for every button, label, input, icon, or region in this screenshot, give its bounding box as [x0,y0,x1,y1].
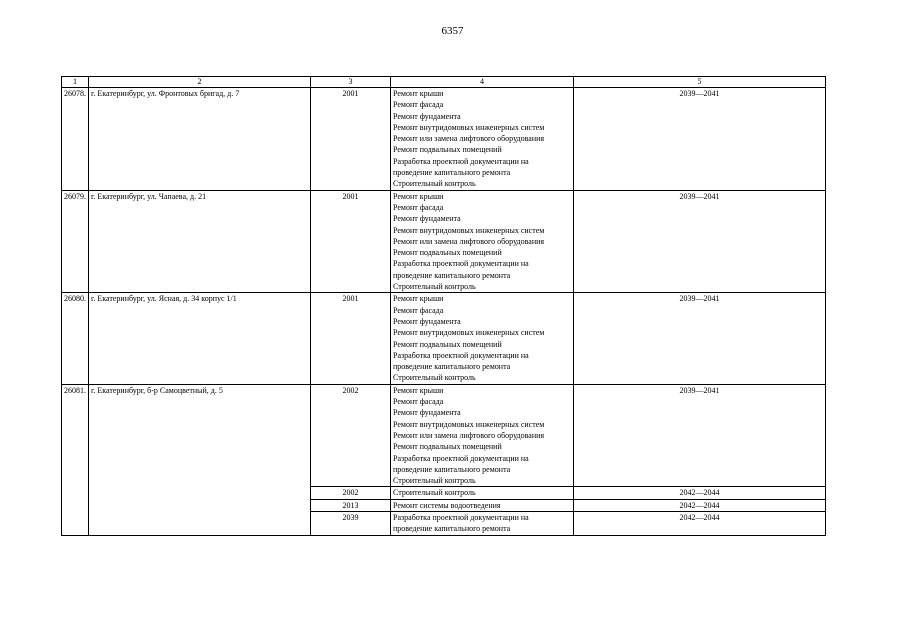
table-row [62,293,826,384]
work-item: Ремонт фасада [393,305,444,315]
work-item: Ремонт или замена лифтового оборудования [393,236,545,246]
row-year: 2001 [311,293,391,384]
work-item: Ремонт подвальных помещений [393,145,502,155]
work-item: Ремонт подвальных помещений [393,442,502,452]
work-item: Ремонт внутридомовых инженерных систем [393,122,545,132]
row-year: 2002 [311,384,391,487]
work-item: Строительный контроль [393,282,476,292]
work-item: Ремонт системы водоотведения [393,500,501,510]
row-works [391,384,574,487]
work-item: Ремонт фундамента [393,111,461,121]
work-item: Ремонт фундамента [393,408,461,418]
work-item: Ремонт внутридомовых инженерных систем [393,225,545,235]
row-period: 2042—2044 [574,499,826,511]
row-address: г. Екатеринбург, ул. Ясная, д. 34 корпус 1/1 [89,293,311,384]
work-item: Ремонт фасада [393,397,444,407]
work-item: Ремонт крыши [393,385,444,395]
work-item: Ремонт внутридомовых инженерных систем [393,419,545,429]
table-row [62,384,826,487]
row-period: 2042—2044 [574,487,826,499]
work-item: Строительный контроль [393,476,476,486]
row-period: 2039—2041 [574,293,826,384]
work-item: Строительный контроль [393,179,476,189]
work-item: проведение капитального ремонта [393,524,511,534]
row-year: 2039 [311,511,391,535]
table-row [62,88,826,191]
table-row [62,190,826,293]
work-item: проведение капитального ремонта [393,270,511,280]
header-cell-5: 5 [574,77,826,88]
header-row [62,77,826,88]
row-number: 26080. [62,293,89,384]
row-works [391,487,574,499]
row-number: 26081. [62,384,89,535]
work-item: проведение капитального ремонта [393,168,511,178]
row-period: 2039—2041 [574,384,826,487]
row-period: 2039—2041 [574,88,826,191]
work-item: Ремонт крыши [393,89,444,98]
row-period: 2039—2041 [574,190,826,293]
header-cell-4: 4 [391,77,574,88]
work-item: Ремонт подвальных помещений [393,339,502,349]
row-period: 2042—2044 [574,511,826,535]
work-item: Ремонт подвальных помещений [393,248,502,258]
work-item: проведение капитального ремонта [393,464,511,474]
row-works [391,511,574,535]
work-item: Ремонт крыши [393,294,444,304]
row-address: г. Екатеринбург, б-р Самоцветный, д. 5 [89,384,311,535]
header-cell-1: 1 [62,77,89,88]
page-number: 6357 [441,25,464,37]
work-item: проведение капитального ремонта [393,362,511,372]
work-item: Разработка проектной документации на [393,156,529,166]
header-cell-3: 3 [311,77,391,88]
row-works [391,88,574,191]
work-item: Строительный контроль [393,373,476,383]
work-item: Ремонт фасада [393,100,444,110]
work-item: Разработка проектной документации на [393,512,529,522]
row-works [391,190,574,293]
work-item: Разработка проектной документации на [393,453,529,463]
work-item: Разработка проектной документации на [393,350,529,360]
repair-schedule-table [61,76,826,536]
work-item: Строительный контроль [393,488,476,498]
row-year: 2001 [311,190,391,293]
work-item: Разработка проектной документации на [393,259,529,269]
row-year: 2013 [311,499,391,511]
work-item: Ремонт фундамента [393,214,461,224]
row-number: 26079. [62,190,89,293]
header-cell-2: 2 [89,77,311,88]
work-item: Ремонт фундамента [393,316,461,326]
work-item: Ремонт или замена лифтового оборудования [393,430,545,440]
work-item: Ремонт внутридомовых инженерных систем [393,328,545,338]
row-works [391,499,574,511]
row-address: г. Екатеринбург, ул. Фронтовых бригад, д. 7 [89,88,311,191]
work-item: Ремонт фасада [393,202,444,212]
row-year: 2001 [311,88,391,191]
row-year: 2002 [311,487,391,499]
work-item: Ремонт или замена лифтового оборудования [393,134,545,144]
row-number: 26078. [62,88,89,191]
row-address: г. Екатеринбург, ул. Чапаева, д. 21 [89,190,311,293]
row-works [391,293,574,384]
work-item: Ремонт крыши [393,191,444,201]
